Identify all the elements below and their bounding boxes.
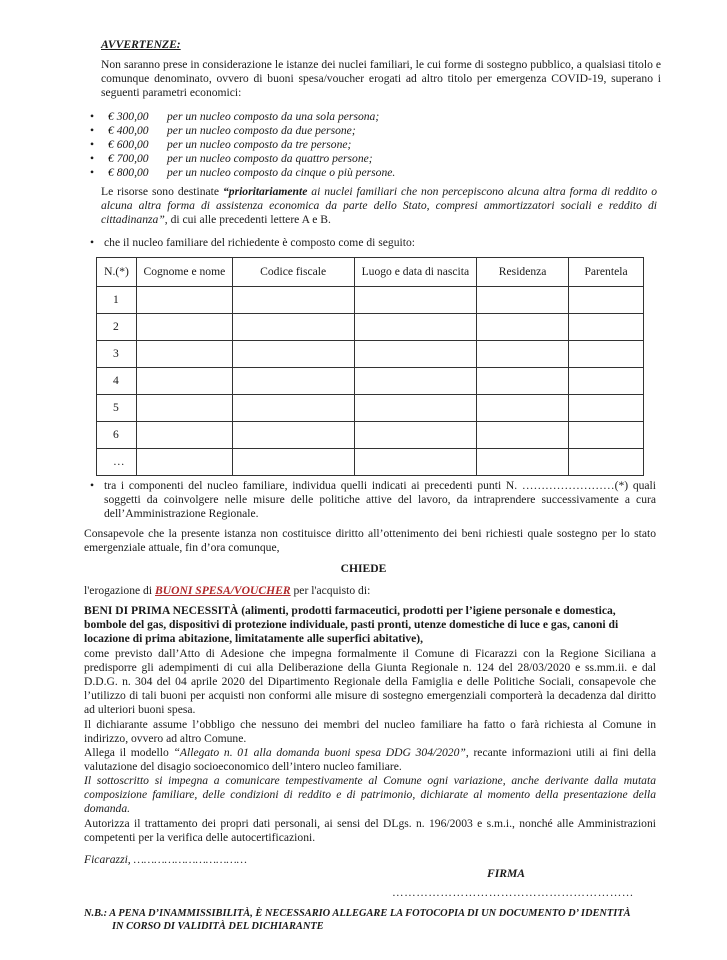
header-tax-code: Codice fiscale <box>232 258 354 287</box>
row-number: 4 <box>97 368 137 395</box>
table-cell[interactable] <box>569 422 644 449</box>
threshold-amount: € 600,00 <box>108 138 149 151</box>
threshold-amount: € 300,00 <box>108 110 149 123</box>
erogazione-line <box>84 584 370 598</box>
tra-componenti-text: tra i componenti del nucleo familiare, individua quelli indicati ai precedenti punti N. ……………………(*) quali soggetti da coinvolgere nelle misure delle politiche attive del lavoro, da intraprendere successivamente a cura dell’Amministrazione Regionale. <box>104 479 656 520</box>
header-number: N.(*) <box>97 258 137 287</box>
row-number: 2 <box>97 314 137 341</box>
row-number: 1 <box>97 287 137 314</box>
table-cell[interactable] <box>354 368 477 395</box>
table-cell[interactable] <box>477 314 569 341</box>
risorse-pre: Le risorse sono destinate <box>101 185 223 198</box>
threshold-amount: € 700,00 <box>108 152 149 165</box>
threshold-desc: per un nucleo composto da una sola persona; <box>167 110 380 123</box>
place-date-field[interactable]: Ficarazzi, …………………………… <box>84 853 247 866</box>
nucleo-intro-text: che il nucleo familiare del richiedente è composto come di seguito: <box>104 236 415 249</box>
table-cell[interactable] <box>354 449 477 476</box>
table-cell[interactable] <box>136 341 232 368</box>
table-cell[interactable] <box>354 395 477 422</box>
table-cell[interactable] <box>136 314 232 341</box>
signature-field[interactable]: …………………………………………………… <box>392 886 634 899</box>
allega-pre: Allega il modello <box>84 746 174 759</box>
table-cell[interactable] <box>354 341 477 368</box>
threshold-amount: € 800,00 <box>108 166 149 179</box>
bullet-icon: • <box>90 236 95 249</box>
allega-post: , recante informazioni utili ai fini della valutazione del disagio socioeconomico dell’intero nucleo familiare. <box>84 746 656 773</box>
erogazione-pre: l'erogazione di <box>84 584 155 597</box>
table-cell[interactable] <box>569 368 644 395</box>
previsto-paragraph: come previsto dall’Atto di Adesione che impegna formalmente il Comune di Ficarazzi con la Regione Siciliana a predisporre gli adempimenti di cui alla Deliberazione della Giunta Regionale n. 124 del 28/03/2020 e ss.mm.ii. e dal D.D.G. n. 304 del 04 aprile 2020 del Dipartimento Regionale della Famiglia e delle Politiche Sociali, consapevole che l’utilizzo di tali buoni per acquisti non conformi alle misure di sostegno emergenziali comporterà la decadenza dal diritto ad ulteriori buoni spesa. <box>84 647 656 716</box>
table-row <box>97 287 644 314</box>
table-cell[interactable] <box>477 422 569 449</box>
header-name: Cognome e nome <box>136 258 232 287</box>
table-row <box>97 395 644 422</box>
beni-prima-necessita: BENI DI PRIMA NECESSITÀ (alimenti, prodotti farmaceutici, prodotti per l’igiene personale e domestica, bombole del gas, dispositivi di protezione individuale, pasti pronti, utenze domestiche di luce e gas, canoni di locazione di prima abitazione, limitatamente alle superfici abitative), <box>84 604 619 645</box>
nota-bene-line-2: IN CORSO DI VALIDITÀ DEL DICHIARANTE <box>112 921 324 932</box>
table-cell[interactable] <box>354 422 477 449</box>
threshold-desc: per un nucleo composto da quattro persone; <box>167 152 373 165</box>
table-row <box>97 422 644 449</box>
table-cell[interactable] <box>232 449 354 476</box>
risorse-post: , di cui alle precedenti lettere A e B. <box>164 213 331 226</box>
threshold-amount: € 400,00 <box>108 124 149 137</box>
bullet-icon: • <box>90 138 95 151</box>
household-members-table <box>96 257 644 476</box>
threshold-desc: per un nucleo composto da tre persone; <box>167 138 352 151</box>
row-number: 6 <box>97 422 137 449</box>
risorse-bold: “prioritariamente <box>222 185 308 198</box>
allega-italic: “Allegato n. 01 alla domanda buoni spesa DDG 304/2020” <box>173 746 466 759</box>
firma-label: FIRMA <box>487 867 526 880</box>
table-cell[interactable] <box>354 314 477 341</box>
table-cell[interactable] <box>477 395 569 422</box>
threshold-desc: per un nucleo composto da cinque o più persone. <box>167 166 396 179</box>
row-number: … <box>97 449 137 476</box>
autorizza-paragraph: Autorizza il trattamento dei propri dati personali, ai sensi del DLgs. n. 196/2003 e s.m.i., nonché alle Amministrazioni competenti per la verifica delle autocertificazioni. <box>84 817 656 844</box>
table-row <box>97 449 644 476</box>
buoni-spesa-highlight: BUONI SPESA/VOUCHER <box>154 584 291 597</box>
nota-bene <box>84 907 654 933</box>
table-cell[interactable] <box>136 287 232 314</box>
table-cell[interactable] <box>232 395 354 422</box>
row-number: 5 <box>97 395 137 422</box>
avvertenze-intro: Non saranno prese in considerazione le istanze dei nuclei familiari, le cui forme di sostegno pubblico, a qualsiasi titolo e comunque denominato, ovvero di buoni spesa/voucher erogati ad altro titolo per emergenza COVID-19, superano i seguenti parametri economici: <box>101 58 661 99</box>
dichiarante-paragraph: Il dichiarante assume l’obbligo che nessuno dei membri del nucleo familiare ha fatto o farà richiesta al Comune in indirizzo, ovvero ad altro Comune. <box>84 718 656 745</box>
table-cell[interactable] <box>232 314 354 341</box>
bullet-icon: • <box>90 152 95 165</box>
table-cell[interactable] <box>569 287 644 314</box>
bullet-icon: • <box>90 124 95 137</box>
table-header-row <box>97 258 644 287</box>
risorse-paragraph <box>101 185 657 227</box>
bullet-icon: • <box>90 166 95 179</box>
risorse-italic: ai nuclei familiari che non percepiscono alcuna altra forma di reddito o alcuna altra forma di assistenza economica da parte dello Stato, compresi ammortizzatori sociali e reddito di cittadinanza” <box>101 185 657 226</box>
threshold-desc: per un nucleo composto da due persone; <box>167 124 356 137</box>
bullet-icon: • <box>90 110 95 123</box>
bullet-icon: • <box>90 479 95 492</box>
table-cell[interactable] <box>136 449 232 476</box>
consapevole-paragraph: Consapevole che la presente istanza non costituisce diritto all’ottenimento dei beni richiesti quale sostegno per lo stato emergenziale attuale, fin d’ora comunque, <box>84 527 656 554</box>
table-cell[interactable] <box>354 287 477 314</box>
row-number: 3 <box>97 341 137 368</box>
erogazione-post: per l'acquisto di: <box>290 584 371 597</box>
table-cell[interactable] <box>569 449 644 476</box>
table-cell[interactable] <box>477 368 569 395</box>
table-row <box>97 341 644 368</box>
table-cell[interactable] <box>477 449 569 476</box>
table-cell[interactable] <box>569 395 644 422</box>
table-cell[interactable] <box>569 314 644 341</box>
table-row <box>97 314 644 341</box>
table-cell[interactable] <box>136 395 232 422</box>
table-cell[interactable] <box>232 287 354 314</box>
table-cell[interactable] <box>136 368 232 395</box>
table-cell[interactable] <box>569 341 644 368</box>
table-row <box>97 368 644 395</box>
allega-paragraph <box>84 746 656 774</box>
table-cell[interactable] <box>232 422 354 449</box>
header-residence: Residenza <box>477 258 569 287</box>
table-cell[interactable] <box>232 368 354 395</box>
chiede-heading: CHIEDE <box>340 562 387 575</box>
table-cell[interactable] <box>477 287 569 314</box>
table-cell[interactable] <box>136 422 232 449</box>
sottoscritto-paragraph: Il sottoscritto si impegna a comunicare tempestivamente al Comune ogni variazione, anche derivante dalla mutata composizione familiare, delle condizioni di reddito e di patrimonio, dichiarate al momento della presentazione della domanda. <box>84 774 656 815</box>
avvertenze-title: AVVERTENZE: <box>101 38 181 51</box>
header-birth: Luogo e data di nascita <box>354 258 477 287</box>
table-cell[interactable] <box>232 341 354 368</box>
nota-bene-line-1: N.B.: A PENA D’INAMMISSIBILITÀ, È NECESSARIO ALLEGARE LA FOTOCOPIA DI UN DOCUMENTO D’ IDENTITÀ <box>84 908 631 919</box>
header-kinship: Parentela <box>569 258 644 287</box>
table-cell[interactable] <box>477 341 569 368</box>
